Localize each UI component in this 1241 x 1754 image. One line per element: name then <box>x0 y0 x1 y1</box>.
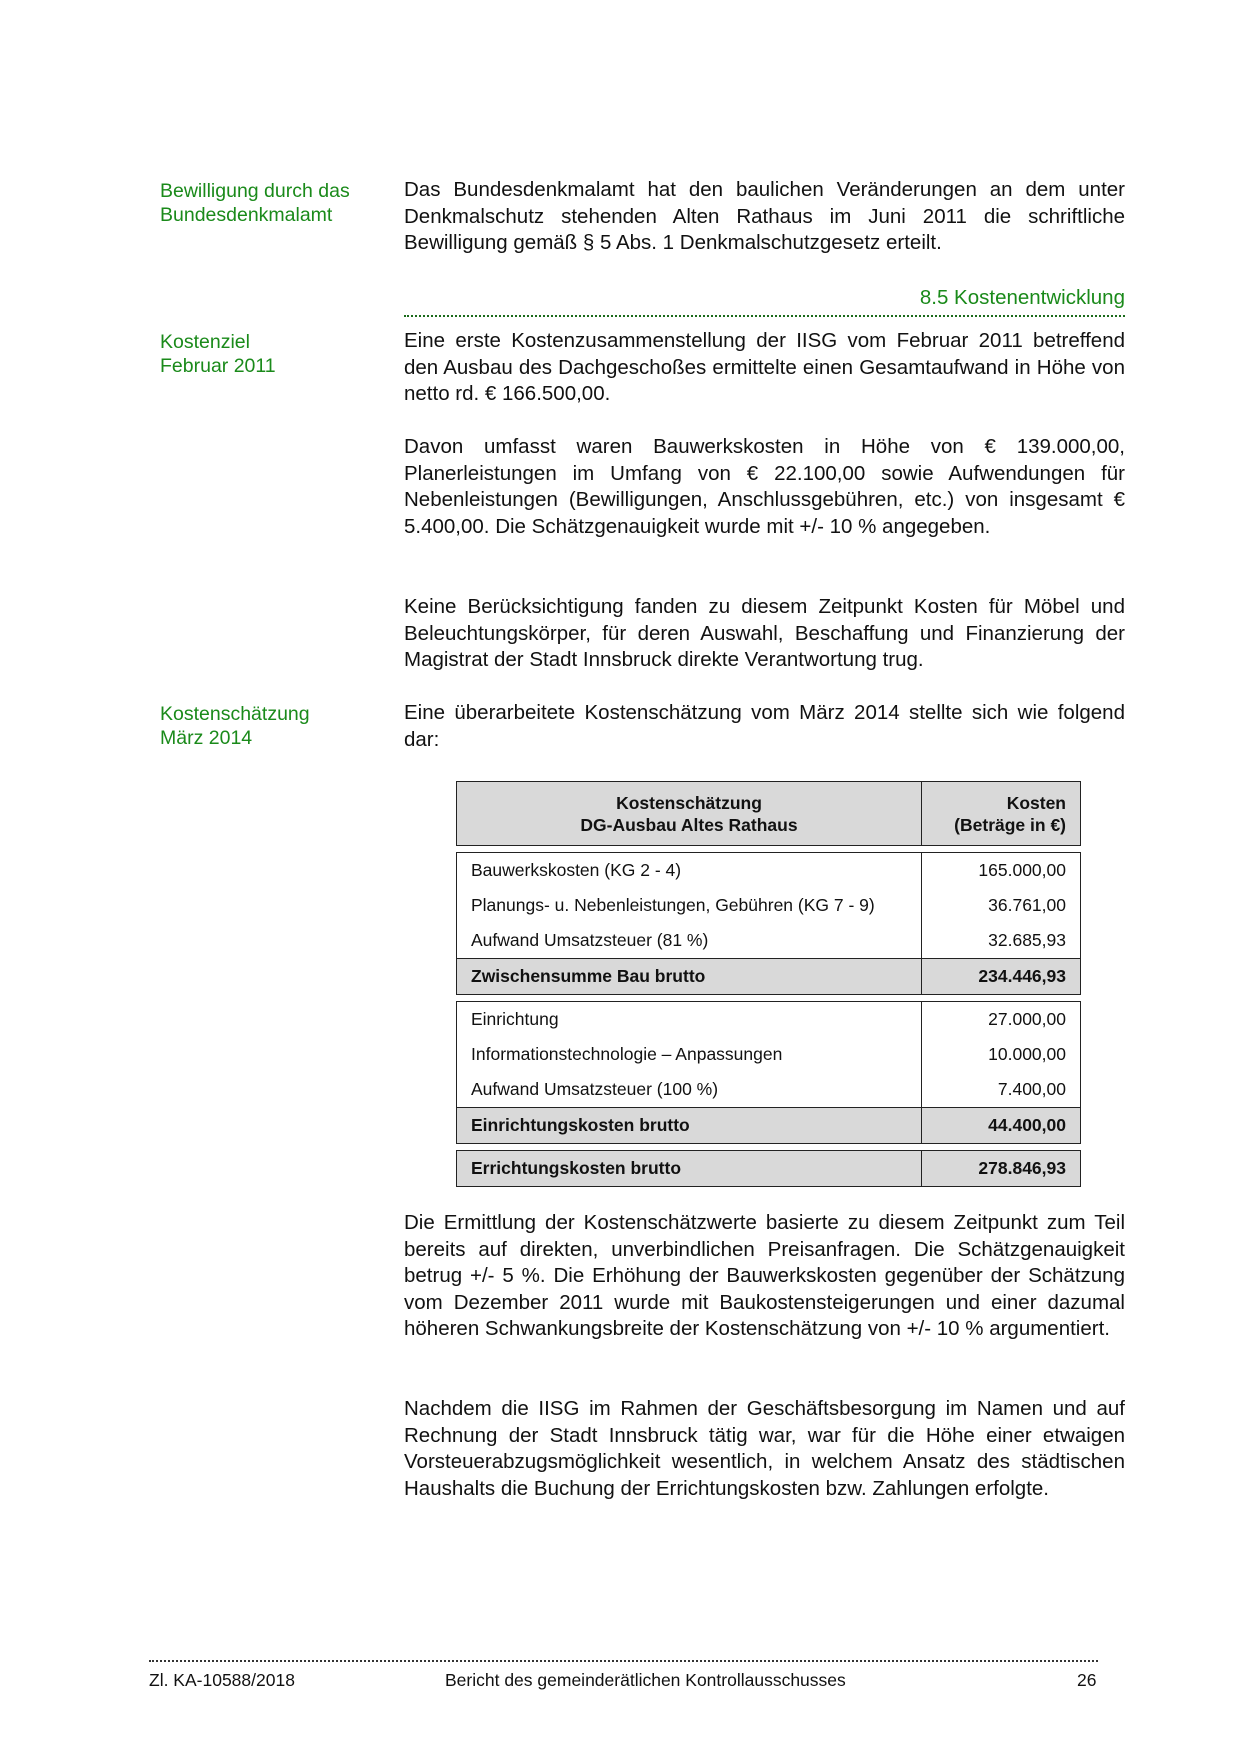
row-label: Bauwerkskosten (KG 2 - 4) <box>457 853 922 889</box>
row-value: 27.000,00 <box>922 1002 1081 1038</box>
row-label: Einrichtungskosten brutto <box>457 1108 922 1144</box>
table-row <box>457 923 1081 959</box>
total-row <box>457 1151 1081 1187</box>
table-row <box>457 853 1081 889</box>
table-row <box>457 888 1081 923</box>
margin-note-kostenziel <box>160 330 380 378</box>
note-line: März 2014 <box>160 727 253 749</box>
footer-reference: Zl. KA-10588/2018 <box>149 1670 295 1690</box>
note-line: Februar 2011 <box>160 355 276 377</box>
paragraph: Die Ermittlung der Kostenschätzwerte basierte zu diesem Zeitpunkt zum Teil bereits auf direkten, unverbindlichen Preisanfragen. Die Schätzgenauigkeit betrug +/- 5 %. Die Erhöhung der Bauwerkskosten gegenüber der Schätzung vom Dezember 2011 wurde mit Baukostensteigerungen und einer dazumal höheren Schwankungsbreite der Kostenschätzung von +/- 10 % argumentiert. <box>404 1211 1125 1340</box>
header-line: Kosten <box>1006 792 1066 813</box>
row-label: Einrichtung <box>457 1002 922 1038</box>
paragraph: Keine Berücksichtigung fanden zu diesem Zeitpunkt Kosten für Möbel und Beleuchtungskörper, für deren Auswahl, Beschaffung und Finanzierung der Magistrat der Stadt Innsbruck direkte Verantwortung trug. <box>404 595 1125 671</box>
header-label <box>457 782 922 846</box>
table-row <box>457 1002 1081 1038</box>
row-label: Zwischensumme Bau brutto <box>457 959 922 995</box>
row-label: Aufwand Umsatzsteuer (100 %) <box>457 1072 922 1108</box>
header-line: (Beträge in €) <box>954 814 1066 835</box>
note-line: Bundesdenkmalamt <box>160 204 333 226</box>
note-line: Bewilligung durch das <box>160 180 350 202</box>
row-value: 10.000,00 <box>922 1037 1081 1072</box>
footer-divider <box>149 1660 1098 1662</box>
subtotal-row <box>457 959 1081 995</box>
paragraph: Das Bundesdenkmalamt hat den baulichen Veränderungen an dem unter Denkmalschutz stehenden Alten Rathaus im Juni 2011 die schriftliche Bewilligung gemäß § 5 Abs. 1 Denkmalschutzgesetz erteilt. <box>404 178 1125 254</box>
heading-divider <box>404 315 1125 317</box>
subtotal-row <box>457 1108 1081 1144</box>
row-label: Informationstechnologie – Anpassungen <box>457 1037 922 1072</box>
row-value: 7.400,00 <box>922 1072 1081 1108</box>
paragraph: Nachdem die IISG im Rahmen der Geschäftsbesorgung im Namen und auf Rechnung der Stadt Innsbruck tätig war, war für die Höhe einer etwaigen Vorsteuerabzugsmöglichkeit wesentlich, in welchem Ansatz des städtischen Haushalts die Buchung der Errichtungskosten bzw. Zahlungen erfolgte. <box>404 1397 1125 1500</box>
row-value: 234.446,93 <box>922 959 1081 995</box>
section-heading: 8.5 Kostenentwicklung <box>919 286 1125 309</box>
paragraph: Eine erste Kostenzusammenstellung der IISG vom Februar 2011 betreffend den Ausbau des Dachgeschoßes ermittelte einen Gesamtaufwand in Höhe von netto rd. € 166.500,00. <box>404 329 1125 405</box>
table-row <box>457 1037 1081 1072</box>
row-value: 36.761,00 <box>922 888 1081 923</box>
table-header <box>457 782 1081 846</box>
row-label: Aufwand Umsatzsteuer (81 %) <box>457 923 922 959</box>
row-label: Errichtungskosten brutto <box>457 1151 922 1187</box>
note-line: Kostenschätzung <box>160 703 310 725</box>
header-cost <box>922 782 1081 846</box>
row-label: Planungs- u. Nebenleistungen, Gebühren (KG 7 - 9) <box>457 888 922 923</box>
margin-note-schaetzung <box>160 702 380 750</box>
margin-note-bewilligung <box>160 179 380 227</box>
row-value: 32.685,93 <box>922 923 1081 959</box>
paragraph: Davon umfasst waren Bauwerkskosten in Höhe von € 139.000,00, Planerleistungen im Umfang von € 22.100,00 sowie Aufwendungen für Nebenleistungen (Bewilligungen, Anschlussgebühren, etc.) von insgesamt € 5.400,00. Die Schätzgenauigkeit wurde mit +/- 10 % angegeben. <box>404 435 1125 538</box>
footer-title: Bericht des gemeinderätlichen Kontrollausschusses <box>445 1670 846 1690</box>
header-line: DG-Ausbau Altes Rathaus <box>580 814 798 835</box>
cost-table <box>456 781 1081 1187</box>
header-line: Kostenschätzung <box>616 792 762 813</box>
note-line: Kostenziel <box>160 331 250 353</box>
paragraph: Eine überarbeitete Kostenschätzung vom März 2014 stellte sich wie folgend dar: <box>404 701 1125 751</box>
row-value: 278.846,93 <box>922 1151 1081 1187</box>
table-row <box>457 1072 1081 1108</box>
page-number: 26 <box>1077 1670 1097 1690</box>
row-value: 165.000,00 <box>922 853 1081 889</box>
row-value: 44.400,00 <box>922 1108 1081 1144</box>
